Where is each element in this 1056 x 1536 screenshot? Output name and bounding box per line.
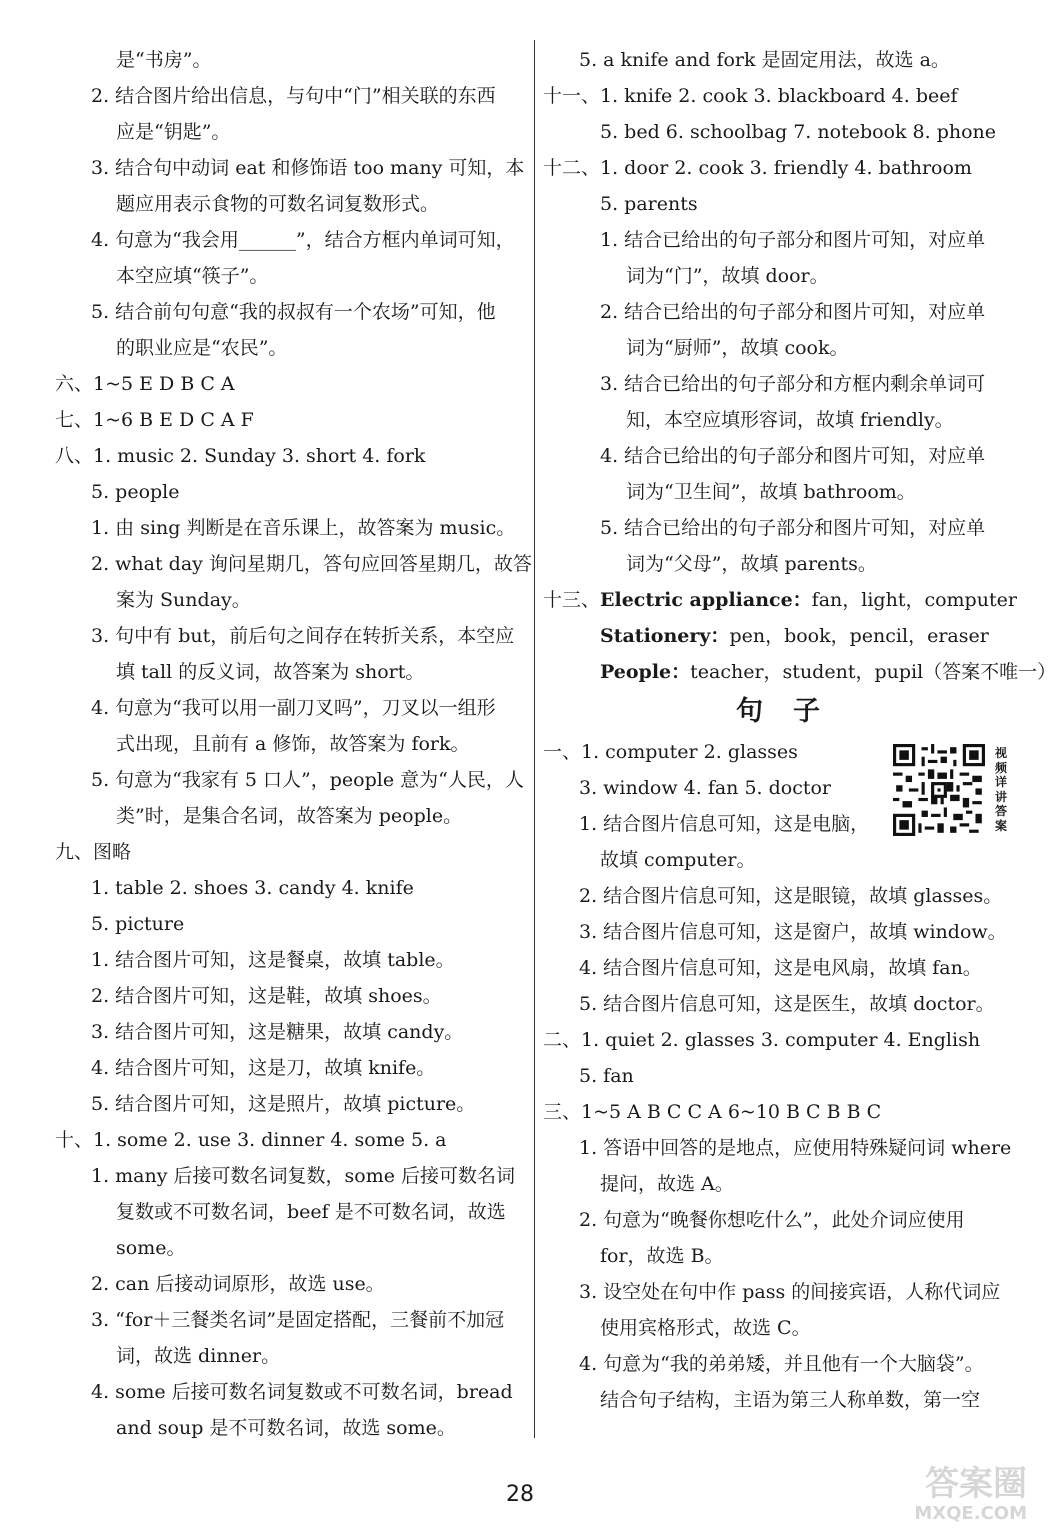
text-line: 七、1~6 B E D C A F <box>55 409 254 431</box>
right-bottom-block <box>543 734 1013 1418</box>
section-13 <box>543 582 1056 690</box>
text-line: 4. 结合图片信息可知，这是电风扇，故填 fan。 <box>579 957 982 979</box>
text-line: for，故选 B。 <box>600 1245 724 1267</box>
text-line: 4. 句意为“我可以用一副刀叉吗”，刀叉以一组形 <box>91 697 496 719</box>
watermark <box>862 1455 1032 1530</box>
text-line: 故填 computer。 <box>600 849 756 871</box>
text-line: 3. 结合图片可知，这是糖果，故填 candy。 <box>91 1021 464 1043</box>
text-line: some。 <box>116 1237 186 1259</box>
text-line: 2. 结合图片可知，这是鞋，故填 shoes。 <box>91 985 442 1007</box>
s13-key: People： <box>600 661 691 683</box>
text-line: 5. parents <box>600 193 698 215</box>
text-line: 1. 由 sing 判断是在音乐课上，故答案为 music。 <box>91 517 516 539</box>
text-line: 填 tall 的反义词，故答案为 short。 <box>116 661 425 683</box>
text-line: 十二、1. door 2. cook 3. friendly 4. bathroom <box>543 157 972 179</box>
text-line: 5. fan <box>579 1065 634 1087</box>
text-line: 的职业应是“农民”。 <box>116 337 288 359</box>
text-line: 5. 句意为“我家有 5 口人”，people 意为“人民，人 <box>91 769 524 791</box>
text-line: 词为“厨师”，故填 cook。 <box>626 337 849 359</box>
text-line: 类”时，是集合名词，故答案为 people。 <box>116 805 463 827</box>
s13-key: Electric appliance： <box>600 589 812 611</box>
text-line: 3. 结合图片信息可知，这是窗户，故填 window。 <box>579 921 1007 943</box>
text-line: 5. a knife and fork 是固定用法，故选 a。 <box>579 49 950 71</box>
qr-code-block[interactable] <box>893 744 1013 836</box>
text-line: 1. table 2. shoes 3. candy 4. knife <box>91 877 414 899</box>
s13-label: 十三、 <box>543 589 601 611</box>
text-line: 知，本空应填形容词，故填 friendly。 <box>626 409 954 431</box>
text-line: 4. some 后接可数名词复数或不可数名词，bread <box>91 1381 513 1403</box>
svg-text:答案圈: 答案圈 <box>925 1464 1027 1504</box>
text-line: 1. 结合图片信息可知，这是电脑， <box>579 813 870 835</box>
text-line: 5. 结合已给出的句子部分和图片可知，对应单 <box>600 517 986 539</box>
left-column <box>55 42 532 1446</box>
text-line: 词为“父母”，故填 parents。 <box>626 553 877 575</box>
text-line: 三、1~5 A B C C A 6~10 B C B B C <box>543 1101 882 1123</box>
text-line: 式出现，且前有 a 修饰，故答案为 fork。 <box>116 733 470 755</box>
text-line: 5. 结合图片信息可知，这是医生，故填 doctor。 <box>579 993 995 1015</box>
text-line: 2. 句意为“晚餐你想吃什么”，此处介词应使用 <box>579 1209 965 1231</box>
text-line: 4. 结合已给出的句子部分和图片可知，对应单 <box>600 445 986 467</box>
text-line: 一、1. computer 2. glasses <box>543 741 798 763</box>
text-line: 2. 结合已给出的句子部分和图片可知，对应单 <box>600 301 986 323</box>
qr-label: 视频详讲答案 <box>994 746 1007 833</box>
s13-key: Stationery： <box>600 625 730 647</box>
text-line: 使用宾格形式，故选 C。 <box>600 1317 811 1339</box>
s13-row-1 <box>543 618 1013 654</box>
text-line: 2. 结合图片信息可知，这是眼镜，故填 glasses。 <box>579 885 1003 907</box>
text-line: 十一、1. knife 2. cook 3. blackboard 4. beef <box>543 85 958 107</box>
text-line: 九、图略 <box>55 841 132 863</box>
text-line: 1. many 后接可数名词复数，some 后接可数名词 <box>91 1165 516 1187</box>
text-line: 2. what day 询问星期几，答句应回答星期几，故答 <box>91 553 532 575</box>
text-line: 3. 设空处在句中作 pass 的间接宾语，人称代词应 <box>579 1281 1001 1303</box>
text-line: 题应用表示食物的可数名词复数形式。 <box>116 193 440 215</box>
right-top-block <box>543 42 1013 582</box>
text-line: 是“书房”。 <box>116 49 212 71</box>
svg-text:MXQE.COM: MXQE.COM <box>914 1503 1027 1524</box>
s13-row-2 <box>543 654 1056 690</box>
text-line: 1. 答语中回答的是地点，应使用特殊疑问词 where <box>579 1137 1012 1159</box>
text-line: 1. 结合已给出的句子部分和图片可知，对应单 <box>600 229 986 251</box>
text-line: 4. 句意为“我会用______”，结合方框内单词可知， <box>91 229 515 251</box>
section-title: 句子 <box>736 696 850 727</box>
text-line: 本空应填“筷子”。 <box>116 265 269 287</box>
text-line: 5. people <box>91 481 180 503</box>
text-line: 3. “for＋三餐类名词”是固定搭配，三餐前不加冠 <box>91 1309 505 1331</box>
text-line: 3. 句中有 but，前后句之间存在转折关系，本空应 <box>91 625 515 647</box>
text-line: 1. 结合图片可知，这是餐桌，故填 table。 <box>91 949 455 971</box>
watermark-logo-icon <box>862 1455 1032 1525</box>
s13-val: teacher，student，pupil（答案不唯一） <box>690 661 1056 683</box>
qr-code-icon[interactable] <box>893 744 985 836</box>
text-line: 2. can 后接动词原形，故选 use。 <box>91 1273 385 1295</box>
text-line: 词，故选 dinner。 <box>116 1345 281 1367</box>
text-line: 5. bed 6. schoolbag 7. notebook 8. phone <box>600 121 997 143</box>
text-line: 4. 句意为“我的弟弟矮，并且他有一个大脑袋”。 <box>579 1353 984 1375</box>
text-line: 4. 结合图片可知，这是刀，故填 knife。 <box>91 1057 436 1079</box>
text-line: 3. 结合已给出的句子部分和方框内剩余单词可 <box>600 373 986 395</box>
text-line: 词为“卫生间”，故填 bathroom。 <box>626 481 916 503</box>
text-line: 3. window 4. fan 5. doctor <box>579 777 832 799</box>
text-line: 应是“钥匙”。 <box>116 121 231 143</box>
text-line: 3. 结合句中动词 eat 和修饰语 too many 可知，本 <box>91 157 525 179</box>
s13-row-0 <box>543 582 1017 618</box>
text-line: and soup 是不可数名词，故选 some。 <box>116 1417 456 1439</box>
text-line: 复数或不可数名词，beef 是不可数名词，故选 <box>116 1201 506 1223</box>
text-line: 提问，故选 A。 <box>600 1173 734 1195</box>
text-line: 5. picture <box>91 913 185 935</box>
text-line: 案为 Sunday。 <box>116 589 251 611</box>
text-line: 八、1. music 2. Sunday 3. short 4. fork <box>55 445 426 467</box>
text-line: 5. 结合图片可知，这是照片，故填 picture。 <box>91 1093 476 1115</box>
text-line: 六、1~5 E D B C A <box>55 373 235 395</box>
text-line: 2. 结合图片给出信息，与句中“门”相关联的东西 <box>91 85 496 107</box>
s13-val: fan，light，computer <box>811 589 1017 611</box>
column-divider <box>534 40 535 1438</box>
right-column <box>543 42 1056 1418</box>
text-line: 结合句子结构，主语为第三人称单数，第一空 <box>600 1389 981 1411</box>
text-line: 十、1. some 2. use 3. dinner 4. some 5. a <box>55 1129 447 1151</box>
page-number: 28 <box>506 1482 534 1507</box>
text-line: 词为“门”，故填 door。 <box>626 265 829 287</box>
s13-val: pen，book，pencil，eraser <box>729 625 989 647</box>
text-line: 5. 结合前句句意“我的叔叔有一个农场”可知，他 <box>91 301 496 323</box>
text-line: 二、1. quiet 2. glasses 3. computer 4. English <box>543 1029 981 1051</box>
